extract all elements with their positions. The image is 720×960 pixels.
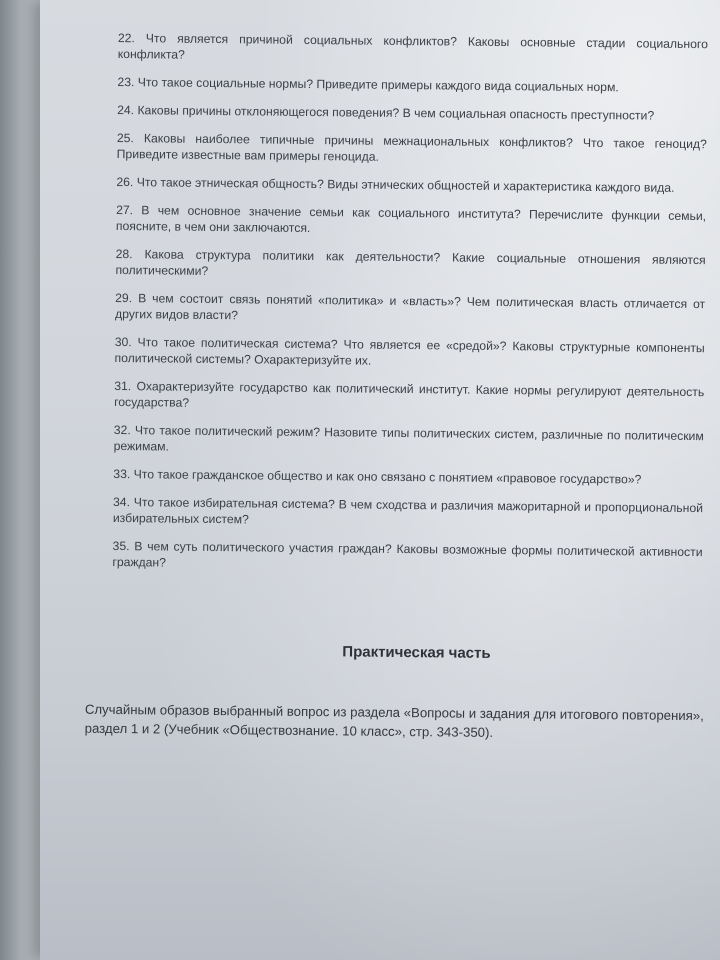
- question-34: 34. Что такое избирательная система? В чем сходства и различия мажоритарной и пропорциональной избирательных систем?: [112, 494, 704, 527]
- question-26: 26. Что такое этническая общность? Виды этнических общностей и характеристика каждого вида.: [116, 174, 675, 195]
- question-30: 30. Что такое политическая система? Что является ее «средой»? Каковы структурные компоненты политической системы? Охарактеризуйте их.: [114, 334, 705, 368]
- question-28: 28. Какова структура политики как деятельности? Какие социальные отношения являются политическими?: [115, 246, 706, 278]
- question-24: 24. Каковы причины отклоняющегося поведения? В чем социальная опасность преступности?: [117, 102, 655, 123]
- question-32: 32. Что такое политический режим? Назовите типы политических систем, различные по политическим режимам.: [113, 422, 704, 454]
- question-27: 27. В чем основное значение семьи как социального института? Перечислите функции семьи, поясните, в чем они заключаются.: [115, 202, 707, 236]
- question-33: 33. Что такое гражданское общество и как оно связано с понятием «правовое государство»?: [113, 466, 642, 487]
- question-23: 23. Что такое социальные нормы? Приведите примеры каждого вида социальных норм.: [117, 74, 619, 95]
- practical-part-text: Случайным образов выбранный вопрос из раздела «Вопросы и задания для итогового повторения», раздел 1 и 2 (Учебник «Обществознание. 10 класс», стр. 343-350).: [84, 701, 704, 740]
- question-29: 29. В чем состоит связь понятий «политика» и «власть»? Чем политическая власть отличается от других видов власти?: [114, 290, 706, 323]
- question-31: 31. Охарактеризуйте государство как политический институт. Какие нормы регулируют деятельность государства?: [114, 378, 705, 410]
- practical-part-title: Практическая часть: [342, 643, 491, 662]
- paper-sheet: [40, 0, 720, 960]
- question-35: 35. В чем суть политического участия граждан? Каковы возможные формы политической активности граждан?: [112, 538, 703, 570]
- question-22: 22. Что является причиной социальных конфликтов? Каковы основные стадии социального конфликта?: [117, 30, 708, 62]
- document-content: [84, 30, 708, 744]
- question-25: 25. Каковы наиболее типичные причины межнациональных конфликтов? Что такое геноцид? Приведите известные вам примеры геноцида.: [116, 130, 707, 164]
